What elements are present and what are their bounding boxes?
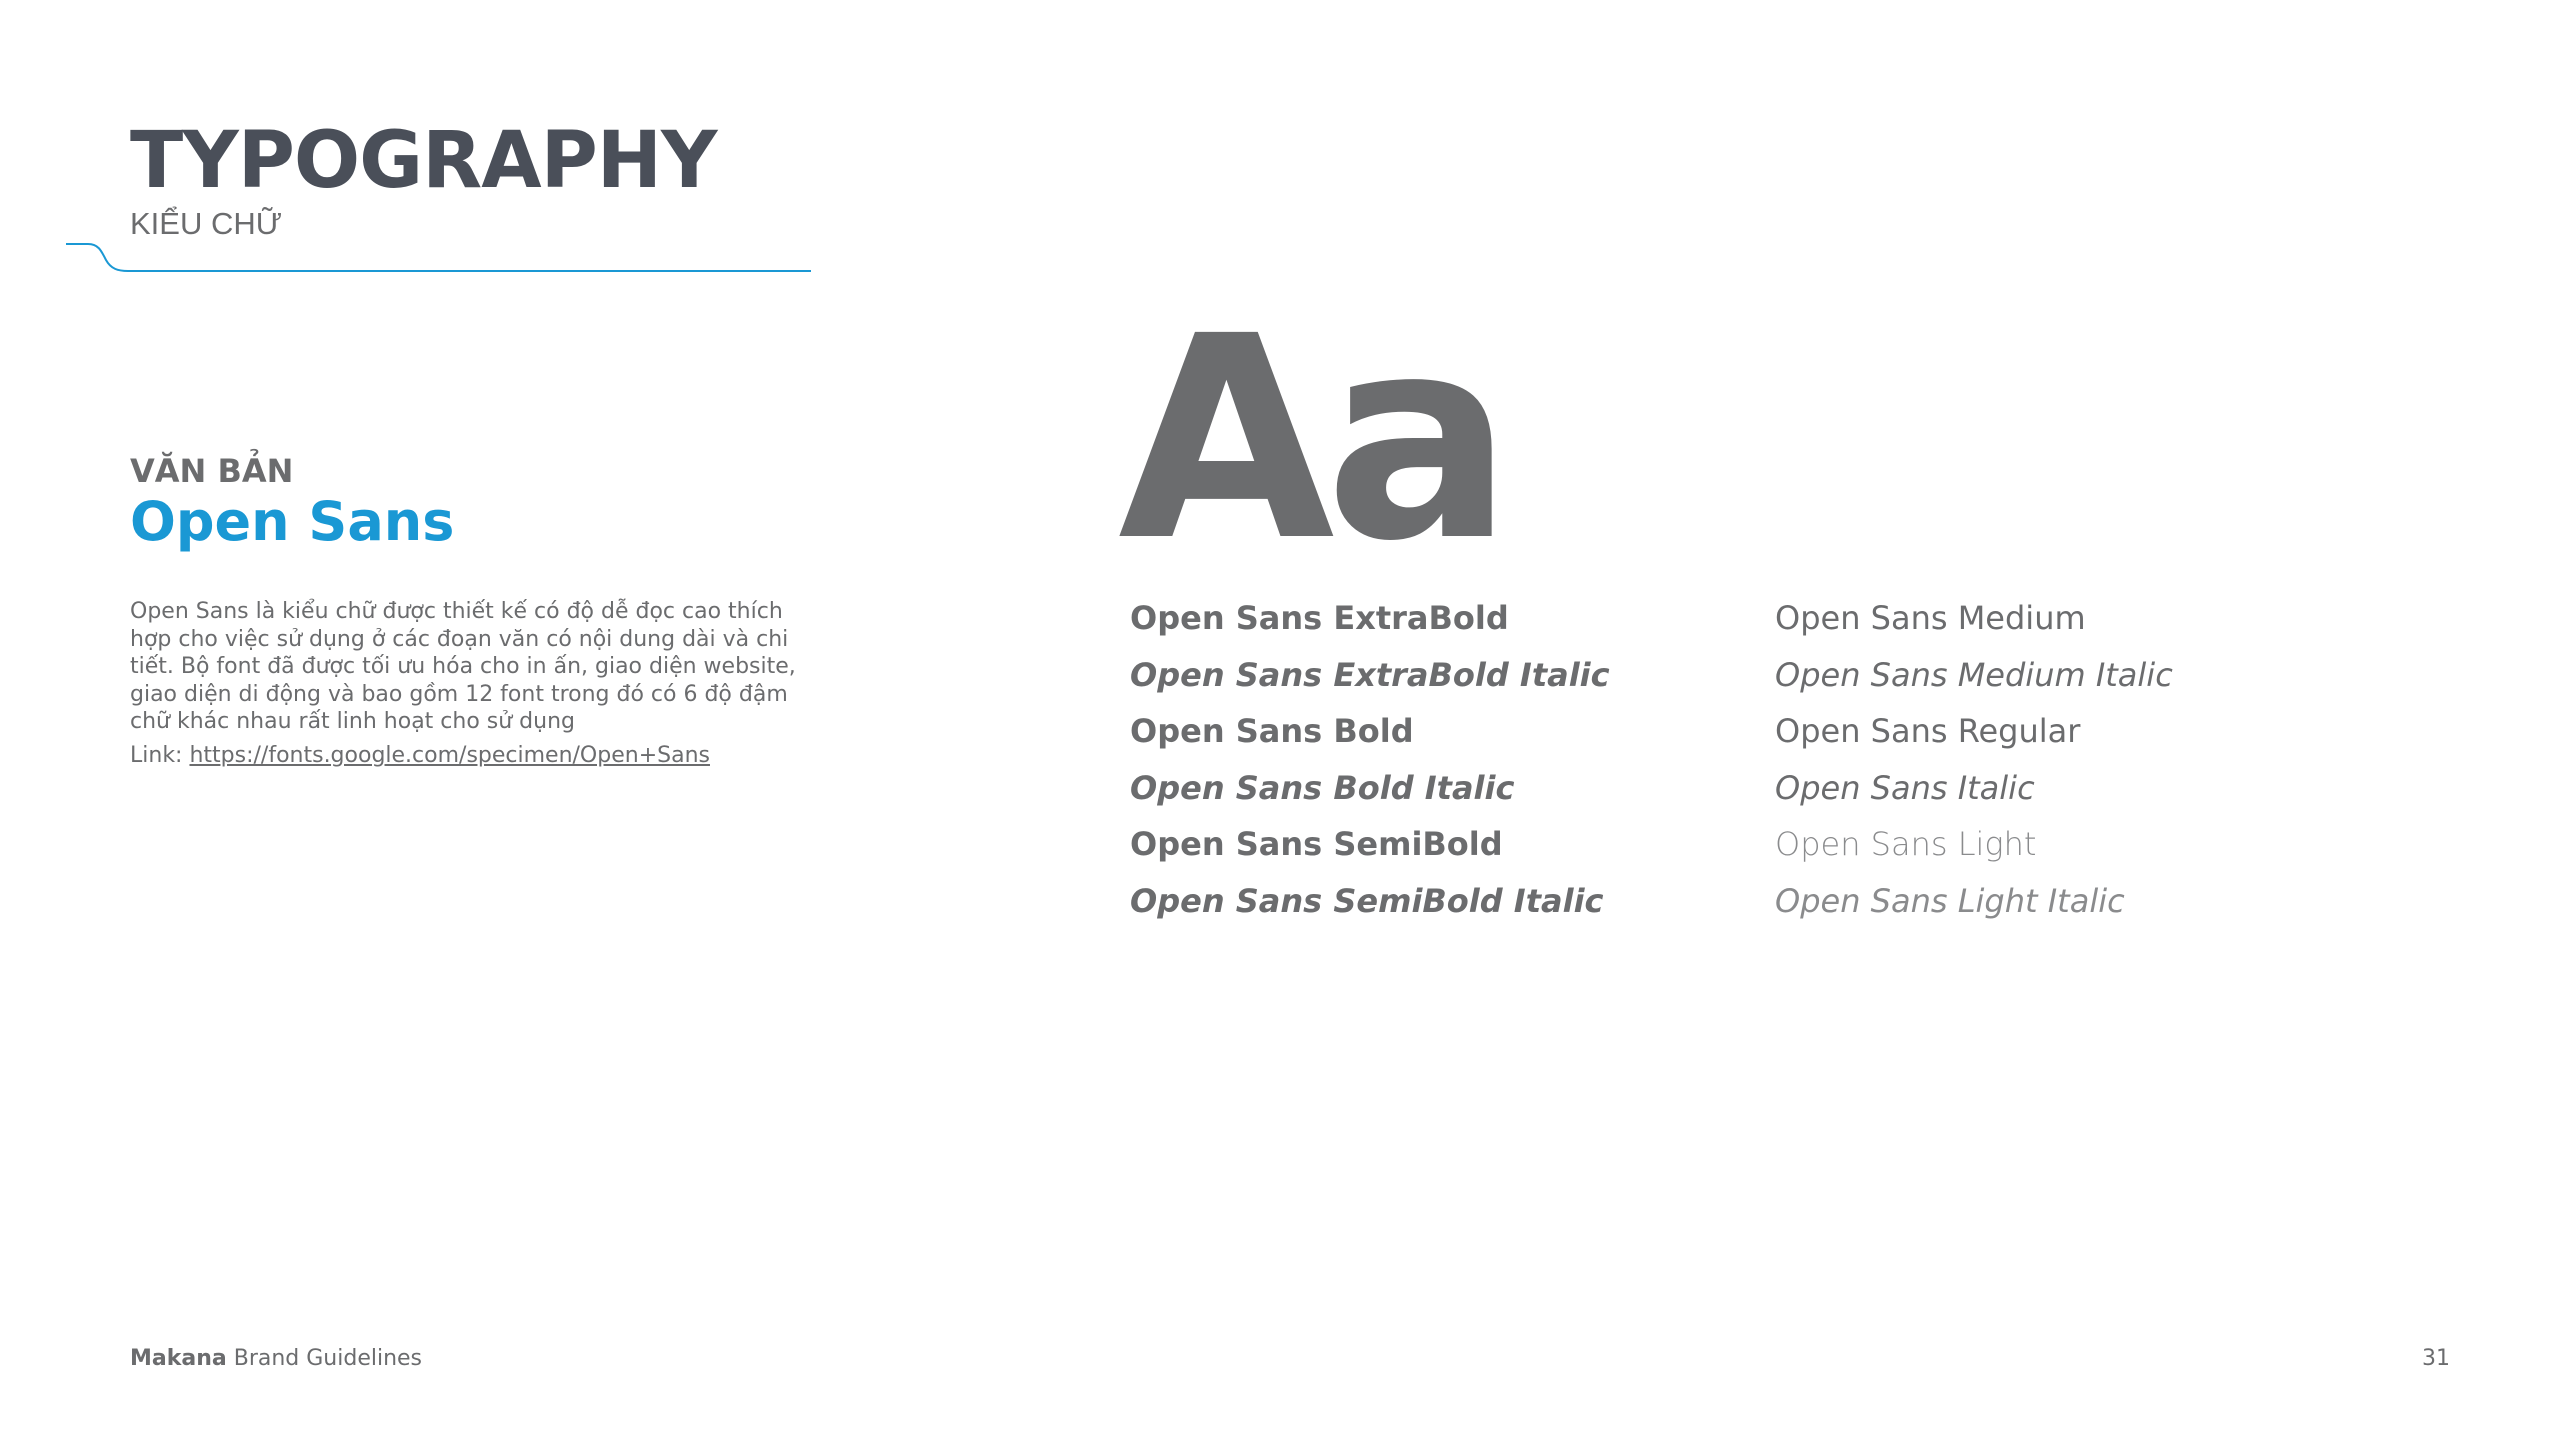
weight-medium-italic: Open Sans Medium Italic [1775,655,2173,694]
font-name-heading: Open Sans [130,490,455,553]
weight-light: Open Sans Light [1775,825,2037,863]
font-link-line [130,742,710,769]
weights-list-right [1775,596,2173,935]
font-description: Open Sans là kiểu chữ được thiết kế có độ dễ đọc cao thích hợp cho việc sử dụng ở các đoạn văn có nội dung dài và chi tiết. Bộ font đã được tối ưu hóa cho in ấn, giao diện website, giao diện di động và bao gồm 12 font trong đó có 6 độ đậm chữ khác nhau rất linh hoạt cho sử dụng [130,599,796,734]
link-prefix: Link: [130,743,183,768]
page-number: 31 [2422,1346,2450,1371]
footer-brand [130,1348,422,1370]
header-underline [66,236,816,276]
weight-semibold: Open Sans SemiBold [1130,825,1503,863]
weight-bold-italic: Open Sans Bold Italic [1130,768,1515,807]
weight-italic: Open Sans Italic [1775,768,2035,807]
weight-medium: Open Sans Medium [1775,599,2086,637]
weight-extrabold: Open Sans ExtraBold [1130,599,1509,637]
weight-regular: Open Sans Regular [1775,712,2081,750]
footer-brand-name: Makana [130,1346,227,1371]
font-link[interactable]: https://fonts.google.com/specimen/Open+Sans [189,743,710,768]
weight-extrabold-italic: Open Sans ExtraBold Italic [1130,655,1610,694]
weight-light-italic: Open Sans Light Italic [1775,881,2125,920]
page-title: TYPOGRAPHY [130,116,717,206]
weight-bold: Open Sans Bold [1130,712,1414,750]
font-specimen: Aa [1118,277,1504,603]
footer-brand-suffix: Brand Guidelines [233,1346,423,1371]
weight-semibold-italic: Open Sans SemiBold Italic [1130,881,1604,920]
weights-list-left [1130,596,1610,935]
page-subtitle: KIỂU CHỮ [130,206,283,241]
section-label: VĂN BẢN [130,452,294,490]
